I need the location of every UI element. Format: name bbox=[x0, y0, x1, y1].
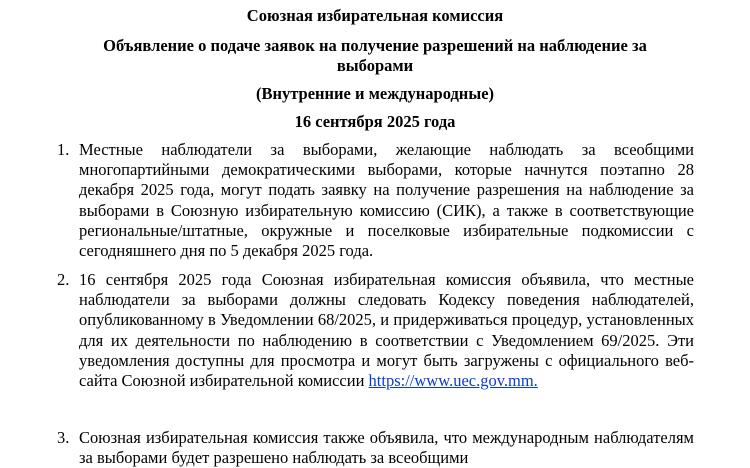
item-body bbox=[79, 270, 694, 391]
item-text: 16 сентября 2025 года Союзная избирательная комиссия объявила, что местные наблюдатели за выборами должны следовать Кодексу поведения наблюдателей, опубликованному в Уведомлении 68/2025, и придерживаться процедур, установленных для их деятельности по наблюдению в соответствии с Уведомлением 69/2025. Эти уведомления доступны для просмотра и могут быть загружены с официального веб-сайта Союзной избирательной комиссии bbox=[79, 270, 694, 391]
item-text: Союзная избирательная комиссия также объявила, что международным наблюдателям за выборами будет разрешено наблюдать за всеобщими bbox=[79, 428, 694, 468]
uec-website-link[interactable]: https://www.uec.gov.mm. bbox=[368, 371, 538, 391]
scope-subtitle: (Внутренние и международные) bbox=[255, 84, 495, 103]
item-text: Местные наблюдатели за выборами, желающие наблюдать за всеобщими многопартийными демократическими выборами, которые начнутся поэтапно 28 декабря 2025 года, могут подать заявку на получение разрешения на наблюдение за выборами в Союзную избирательную комиссию (СИК), а также в соответствующие региональные/штатные, окружные и поселковые избирательные подкомиссии с сегодняшнего дня по 5 декабря 2025 года. bbox=[79, 140, 694, 261]
list-item bbox=[57, 270, 694, 391]
announcement-date: 16 сентября 2025 года bbox=[294, 112, 456, 131]
item-number: 3. bbox=[57, 428, 70, 447]
item-number: 1. bbox=[57, 140, 70, 159]
announcement-title: Объявление о подаче заявок на получение разрешений на наблюдение за выборами bbox=[103, 36, 647, 75]
item-number: 2. bbox=[57, 270, 70, 289]
list-item bbox=[57, 140, 694, 261]
list-item bbox=[57, 428, 694, 468]
organization-heading: Союзная избирательная комиссия bbox=[246, 6, 504, 25]
